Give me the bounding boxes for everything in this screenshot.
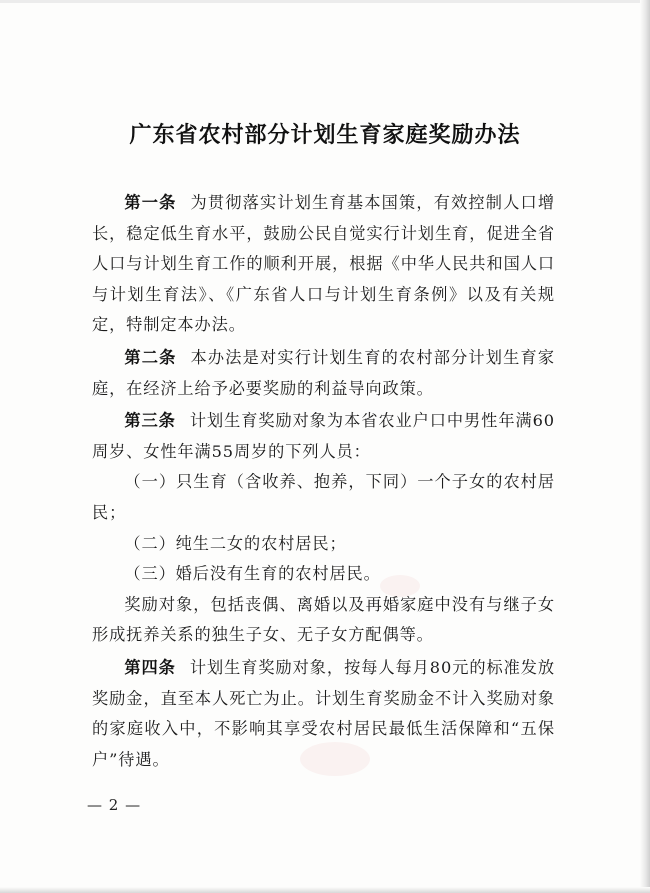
article-1-heading: 第一条 xyxy=(124,193,177,212)
article-3-heading: 第三条 xyxy=(124,411,176,431)
article-2-heading: 第二条 xyxy=(124,347,177,367)
article-1 xyxy=(92,188,555,341)
document-body xyxy=(92,186,555,775)
article-3-item-2: （二）纯生二女的农村居民； xyxy=(124,533,347,553)
article-4 xyxy=(92,653,555,775)
scan-edge-bottom xyxy=(0,887,650,893)
article-2 xyxy=(92,343,555,404)
article-3 xyxy=(92,406,555,467)
article-3-item-3: （三）婚后没有生育的农村居民。 xyxy=(124,564,381,584)
article-3-text: 计划生育奖励对象为本省农业户口中男性年满60周岁、女性年满55周岁的下列人员： xyxy=(92,411,555,461)
page-number: — 2 — xyxy=(87,796,142,814)
scan-edge-top xyxy=(0,0,650,3)
article-2-text: 本办法是对实行计划生育的农村部分计划生育家庭，在经济上给予必要奖励的利益导向政策。 xyxy=(92,347,556,398)
article-1-text: 为贯彻落实计划生育基本国策，有效控制人口增长，稳定低生育水平，鼓励公民自觉实行计划生育，促进全省人口与计划生育工作的顺利开展，根据《中华人民共和国人口与计划生育法》、《广东省人口与计划生育条例》以及有关规定，特制定本办法。 xyxy=(92,193,556,335)
article-3-note: 奖励对象，包括丧偶、离婚以及再婚家庭中没有与继子女形成抚养关系的独生子女、无子女方配偶等。 xyxy=(92,594,555,645)
document-title: 广东省农村部分计划生育家庭奖励办法 xyxy=(129,123,521,148)
article-4-heading: 第四条 xyxy=(124,657,176,677)
article-4-text: 计划生育奖励对象，按每人每月80元的标准发放奖励金，直至本人死亡为止。计划生育奖励金不计入奖励对象的家庭收入中，不影响其享受农村居民最低生活保障和“五保户”待遇。 xyxy=(92,657,555,769)
article-3-item-1: （一）只生育（含收养、抱养，下同）一个子女的农村居民； xyxy=(92,472,555,522)
